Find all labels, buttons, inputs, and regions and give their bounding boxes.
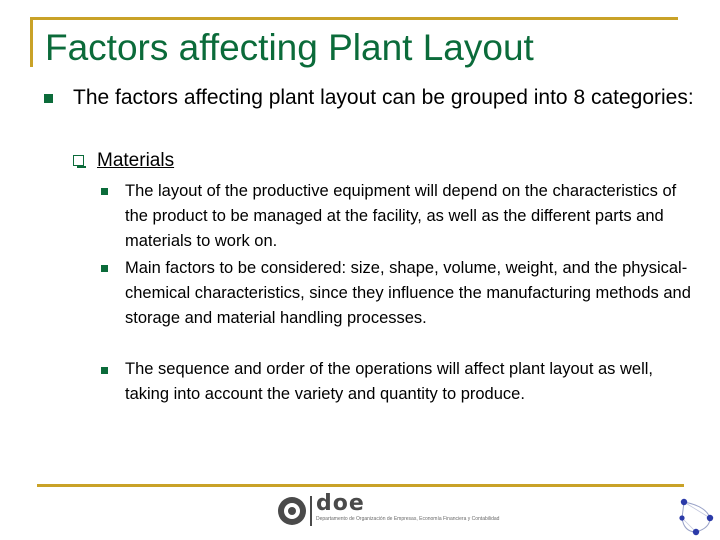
logo-divider (310, 496, 312, 526)
slide-title: Factors affecting Plant Layout (45, 27, 534, 68)
level1-bullet-icon (44, 94, 53, 103)
level3-bullet-icon (101, 265, 108, 272)
title-frame-left-line (30, 17, 33, 67)
corner-network-icon (676, 496, 716, 536)
level3-item-sequence: The sequence and order of the operations will affect plant layout as well, taking into account the variety and quantity to produce. (125, 360, 654, 403)
footer-divider (37, 484, 684, 487)
logo-circle-icon (278, 497, 306, 525)
level3-bullet-icon (101, 188, 108, 195)
title-frame-top-line (33, 17, 678, 20)
level3-item-equipment: The layout of the productive equipment will depend on the characteristics of the product to be managed at the facility, as well as the different parts and materials to work on. (125, 182, 677, 250)
level2-heading-materials: Materials (97, 150, 175, 171)
logo-wordmark: doe (316, 491, 365, 516)
level3-item-main-factors: Main factors to be considered: size, shape, volume, weight, and the physical-chemical characteristics, since they influence the manufacturing methods and storage and material handling processes. (125, 259, 691, 327)
level1-text: The factors affecting plant layout can be grouped into 8 categories: (73, 86, 694, 109)
level2-bullet-icon (73, 155, 84, 166)
level3-bullet-icon (101, 367, 108, 374)
doe-logo (278, 491, 518, 530)
logo-subtitle: Departamento de Organización de Empresas, Economía Financiera y Contabilidad (316, 516, 500, 522)
